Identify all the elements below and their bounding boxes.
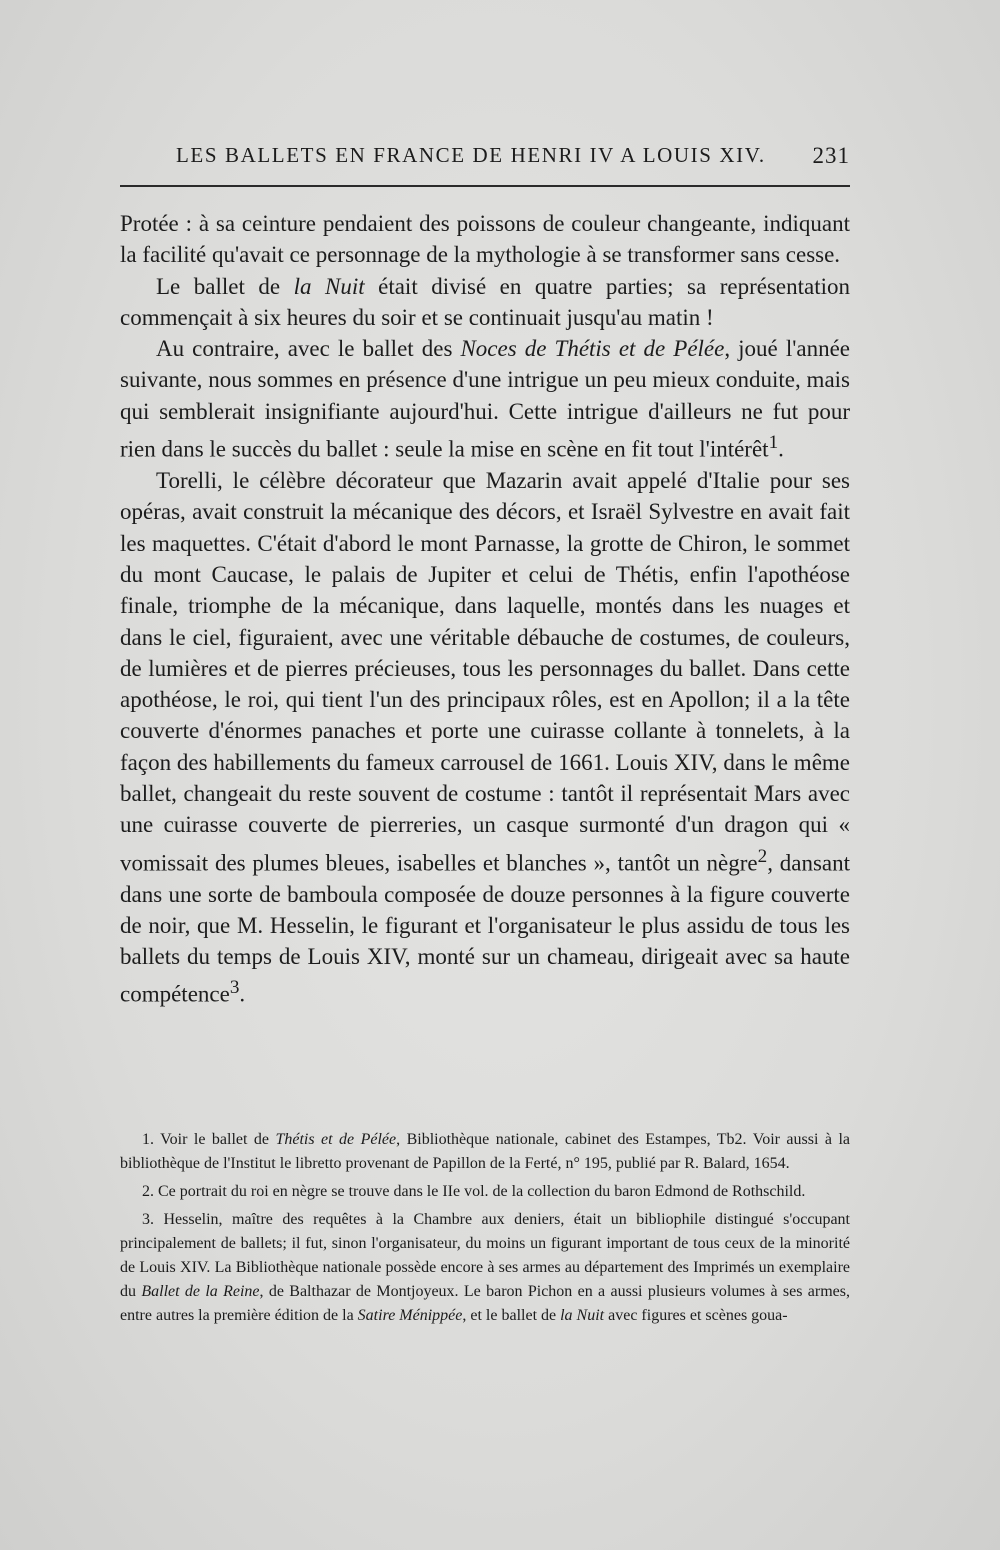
footnote-ref-1: 1: [768, 432, 779, 454]
work-title: la Nuit: [293, 273, 365, 299]
footnotes: [120, 1128, 850, 1332]
work-title: Noces de Thétis et de Pélée: [460, 336, 725, 362]
work-title: la Nuit: [560, 1307, 605, 1324]
work-title: Satire Ménippée: [357, 1307, 463, 1324]
footnote-text: 1. Voir le ballet de: [142, 1131, 276, 1148]
paragraph-text: Le ballet de: [156, 273, 294, 299]
footnote-text: avec figures et scènes goua-: [604, 1307, 788, 1324]
page-number: 231: [812, 143, 850, 168]
running-title: LES BALLETS EN FRANCE DE HENRI IV A LOUIS XIV.: [176, 143, 766, 167]
paragraph-text: .: [778, 436, 784, 462]
paragraph-text: , joué l'année suivante, nous sommes en présence d'une intrigue un peu mieux conduite, mais qui semblerait insignifiante aujourd'hui. Cette intrigue d'ailleurs ne fut pour rien dans le succès du ballet : seule la mise en scène en fit tout l'intérêt: [120, 336, 850, 462]
footnote-text: , Bibliothèque nationale, cabinet des Estampes, Tb2. Voir aussi à la bibliothèque de l'Institut le libretto provenant de Papillon de la Ferté, n° 195, publié par R. Balard, 1654.: [120, 1131, 850, 1172]
paragraph-text: Protée : à sa ceinture pendaient des poissons de couleur changeante, indiquant la facilité qu'avait ce personnage de la mythologie à se transformer sans cesse.: [120, 211, 850, 268]
page-header: [120, 143, 850, 177]
body-text: [120, 208, 850, 1010]
footnote-text: , de Balthazar de Montjoyeux. Le baron Pichon en a aussi plusieurs volumes à ses armes, entre autres la première édition de la: [120, 1283, 850, 1324]
paragraph-text: .: [239, 982, 246, 1008]
work-title: Thétis et de Pélée: [275, 1131, 397, 1148]
paragraph-text: Torelli, le célèbre décorateur que Mazarin avait appelé d'Italie pour ses opéras, avait construit la mécanique des décors, et Israël Sylvestre en avait fait les maquettes. C'était d'abord le mont Parnasse, la grotte de Chiron, le sommet du mont Caucase, le palais de Jupiter et celui de Thétis, enfin l'apothéose finale, triomphe de la mécanique, dans laquelle, montés dans les nuages et dans le ciel, figuraient, avec une véritable débauche de costumes, de couleurs, de lumières et de pierres précieuses, tous les personnages du ballet. Dans cette apothéose, le roi, qui tient l'un des principaux rôles, est en Apollon; il a la tête couverte d'énormes panaches et porte une cuirasse collante à tonnelets, à la façon des habillements du fameux carrousel de 1661. Louis XIV, dans le même ballet, changeait du reste souvent de costume : tantôt il représentait Mars avec une cuirasse couverte de pierreries, un casque surmonté d'un dragon qui « vomissait des plumes bleues, isabelles et blanches », tantôt un nègre: [120, 468, 850, 876]
footnote-text: 3. Hesselin, maître des requêtes à la Chambre aux deniers, était un bibliophile distingué s'occupant principalement de ballets; il fut, sinon l'organisateur, du moins un figurant important de tous ceux de la minorité de Louis XIV. La Bibliothèque nationale possède encore à ses armes au département des Imprimés un exemplaire du: [120, 1211, 850, 1300]
footnote-text: 2. Ce portrait du roi en nègre se trouve dans le IIe vol. de la collection du baron Edmond de Rothschild.: [142, 1183, 806, 1200]
paragraph-torelli: [120, 465, 850, 1010]
footnote-1: [120, 1128, 850, 1176]
footnote-ref-3: 3: [229, 977, 240, 999]
paragraph-protee: [120, 208, 850, 271]
footnote-3: [120, 1208, 850, 1328]
footnote-ref-2: 2: [757, 845, 768, 867]
footnote-text: , et le ballet de: [462, 1307, 561, 1324]
work-title: Ballet de la Reine: [141, 1283, 260, 1300]
header-rule: [120, 185, 850, 187]
paragraph-text: était divisé en quatre parties; sa représentation commençait à six heures du soir et se continuait jusqu'au matin !: [120, 273, 850, 330]
paragraph-text: , dansant dans une sorte de bamboula composée de douze personnes à la figure couverte de noir, que M. Hesselin, le figurant et l'organisateur le plus assidu de tous les ballets du temps de Louis XIV, monté sur un chameau, dirigeait avec sa haute compétence: [120, 850, 850, 1008]
paragraph-ballet-nuit: [120, 271, 850, 334]
paragraph-noces: [120, 333, 850, 465]
footnote-2: [120, 1180, 850, 1204]
paragraph-text: Au contraire, avec le ballet des: [156, 336, 461, 362]
